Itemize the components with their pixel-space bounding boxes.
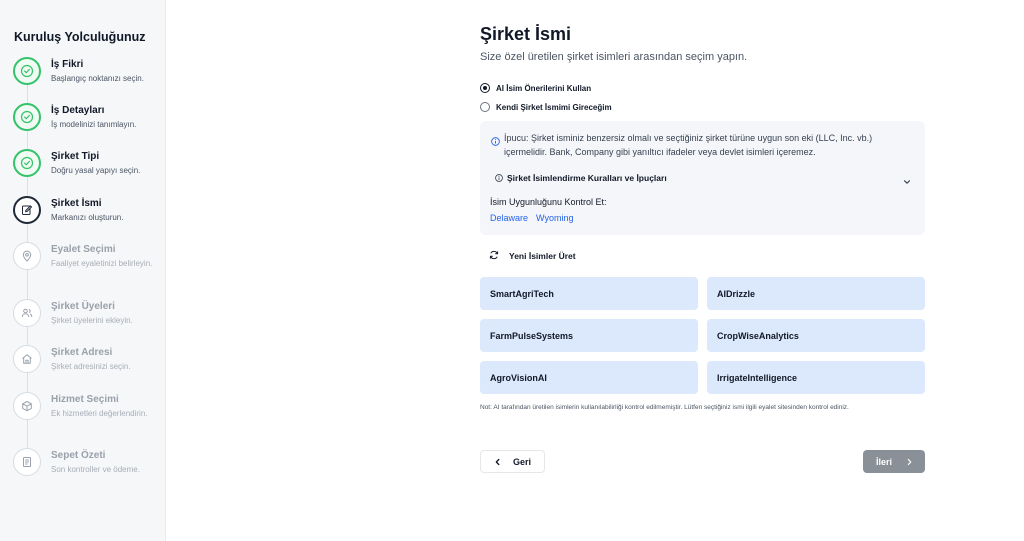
name-text: IrrigateIntelligence: [717, 372, 798, 383]
name-option-smartagritech[interactable]: [480, 277, 698, 310]
rules-label: Şirket İsimlendirme Kuralları ve İpuçları: [507, 173, 667, 183]
step-sirket-ismi[interactable]: [13, 196, 163, 236]
link-delaware[interactable]: Delaware: [490, 213, 529, 223]
option-own-name[interactable]: [480, 100, 612, 114]
name-text: SmartAgriTech: [490, 288, 554, 299]
step-is-fikri[interactable]: [13, 57, 163, 97]
check-links: [490, 213, 573, 223]
step-desc: İş modelinizi tanımlayın.: [51, 120, 137, 129]
step-title: Eyalet Seçimi: [51, 244, 116, 255]
name-option-cropwiseanalytics[interactable]: [707, 319, 925, 352]
option-label: AI İsim Önerilerini Kullan: [496, 83, 592, 93]
step-desc: Son kontroller ve ödeme.: [51, 465, 140, 474]
step-title: Sepet Özeti: [51, 450, 106, 461]
sidebar-title: Kuruluş Yolculuğunuz: [14, 30, 146, 44]
step-title: İş Fikri: [51, 59, 84, 70]
check-availability-label: İsim Uygunluğunu Kontrol Et:: [490, 197, 607, 207]
edit-icon: [13, 196, 41, 224]
step-desc: Şirket adresinizi seçin.: [51, 362, 131, 371]
info-icon: [495, 169, 503, 187]
step-desc: Markanızı oluşturun.: [51, 213, 124, 222]
step-hizmet-secimi[interactable]: [13, 392, 163, 432]
next-button[interactable]: [863, 450, 925, 473]
box-icon: [13, 392, 41, 420]
rules-accordion[interactable]: [495, 171, 911, 185]
check-icon: [13, 103, 41, 131]
check-icon: [13, 149, 41, 177]
step-is-detaylari[interactable]: [13, 103, 163, 143]
name-text: AIDrizzle: [717, 288, 756, 299]
users-icon: [13, 299, 41, 327]
name-text: CropWiseAnalytics: [717, 330, 799, 341]
option-ai-names[interactable]: [480, 81, 591, 95]
radio-own-name[interactable]: [480, 102, 490, 112]
info-icon: [491, 133, 500, 151]
name-option-farmpulsesystems[interactable]: [480, 319, 698, 352]
back-label: Geri: [513, 456, 532, 467]
name-text: AgroVisionAI: [490, 372, 547, 383]
info-box: [480, 121, 925, 235]
step-sirket-adresi[interactable]: [13, 345, 163, 385]
chevron-left-icon: [494, 453, 501, 471]
step-eyalet-secimi[interactable]: [13, 242, 163, 282]
option-label: Kendi Şirket İsmimi Gireceğim: [496, 102, 612, 112]
step-title: Şirket Üyeleri: [51, 301, 115, 312]
back-button[interactable]: [480, 450, 545, 473]
step-title: Şirket Tipi: [51, 151, 100, 162]
step-sepet-ozeti[interactable]: [13, 448, 163, 488]
radio-ai-names[interactable]: [480, 83, 490, 93]
page-subtitle: Size özel üretilen şirket isimleri arasından seçim yapın.: [480, 51, 748, 63]
next-label: İleri: [876, 456, 893, 467]
map-pin-icon: [13, 242, 41, 270]
step-title: Şirket Adresi: [51, 347, 113, 358]
step-desc: Başlangıç noktanızı seçin.: [51, 74, 144, 83]
name-option-irrigateintelligence[interactable]: [707, 361, 925, 394]
page-title: Şirket İsmi: [480, 24, 572, 44]
link-wyoming[interactable]: Wyoming: [536, 213, 574, 223]
refresh-icon: [489, 247, 499, 265]
step-title: İş Detayları: [51, 105, 105, 116]
step-desc: Ek hizmetleri değerlendirin.: [51, 409, 148, 418]
name-option-agrovisionai[interactable]: [480, 361, 698, 394]
chevron-right-icon: [906, 453, 913, 471]
sidebar: [0, 0, 166, 541]
home-icon: [13, 345, 41, 373]
step-sirket-tipi[interactable]: [13, 149, 163, 189]
receipt-icon: [13, 448, 41, 476]
step-title: Hizmet Seçimi: [51, 394, 119, 405]
step-desc: Şirket üyelerini ekleyin.: [51, 316, 133, 325]
step-desc: Doğru yasal yapıyı seçin.: [51, 166, 141, 175]
check-icon: [13, 57, 41, 85]
chevron-down-icon: [903, 173, 911, 191]
generate-names-button[interactable]: [489, 249, 576, 263]
step-sirket-uyeleri[interactable]: [13, 299, 163, 339]
step-desc: Faaliyet eyaletinizi belirleyin.: [51, 259, 153, 268]
tip-text: İpucu: Şirket isminiz benzersiz olmalı ve seçtiğiniz şirket türüne uygun son eki (LLC, Inc. vb.) içermelidir. Bank, Company gibi yanıltıcı ifadeler veya devlet isimleri içeremez.: [504, 133, 873, 157]
availability-note: Not: AI tarafından üretilen isimlerin kullanılabilirliği kontrol edilmemiştir. Lütfen seçtiğiniz ismi ilgili eyalet sitesinden kontrol ediniz.: [480, 404, 849, 411]
step-title: Şirket İsmi: [51, 198, 102, 209]
name-option-aidrizzle[interactable]: [707, 277, 925, 310]
name-text: FarmPulseSystems: [490, 330, 574, 341]
generate-label: Yeni İsimler Üret: [509, 251, 576, 261]
